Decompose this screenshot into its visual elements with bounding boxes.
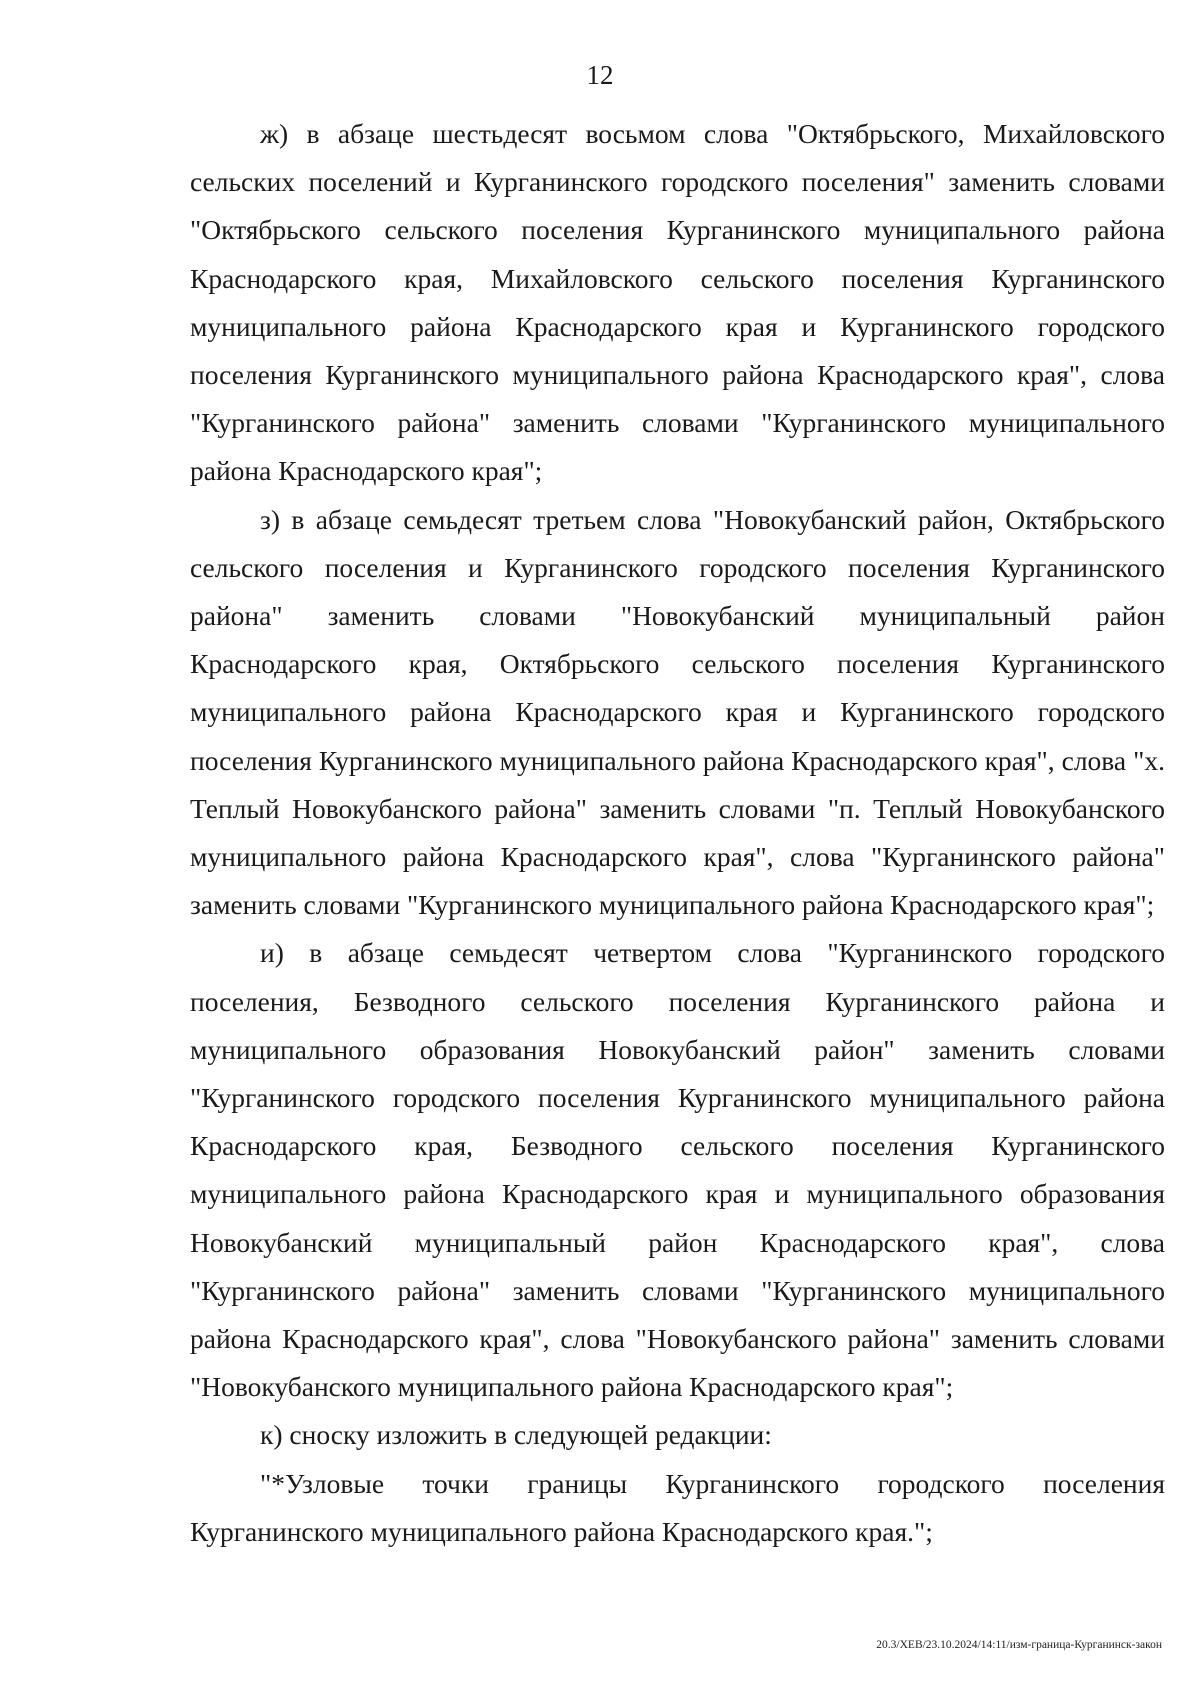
document-body [190,110,1165,1556]
page-number: 12 [586,60,614,90]
paragraph-k: к) сноску изложить в следующей редакции: [260,1419,772,1451]
paragraph-z: з) в абзаце семьдесят третьем слова "Новокубанский район, Октябрьского сельского поселения и Курганинского городского поселения Курганинского района" заменить словами "Новокубанский муниципальный район Краснодарского края, Октябрьского сельского поселения Курганинского муниципального района Краснодарского края и Курганинского городского поселения Курганинского муниципального района Краснодарского края", слова "х. Теплый Новокубанского района" заменить словами "п. Теплый Новокубанского муниципального района Краснодарского края", слова "Курганинского района" заменить словами "Курганинского муниципального района Краснодарского края"; [190,503,1165,921]
paragraph-zh: ж) в абзаце шестьдесят восьмом слова "Октябрьского, Михайловского сельских поселений и Курганинского городского поселения" заменить словами "Октябрьского сельского поселения Курганинского муниципального района Краснодарского края, Михайловского сельского поселения Курганинского муниципального района Краснодарского края и Курганинского городского поселения Курганинского муниципального района Краснодарского края", слова "Курганинского района" заменить словами "Курганинского муниципального района Краснодарского края"; [190,118,1165,487]
footnote-text: "*Узловые точки границы Курганинского городского поселения Курганинского муниципального района Краснодарского края."; [190,1467,1165,1547]
paragraph-i: и) в абзаце семьдесят четвертом слова "Курганинского городского поселения, Безводного сельского поселения Курганинского района и муниципального образования Новокубанский район" заменить словами "Курганинского городского поселения Курганинского муниципального района Краснодарского края, Безводного сельского поселения Курганинского муниципального района Краснодарского края и муниципального образования Новокубанский муниципальный район Краснодарского края", слова "Курганинского района" заменить словами "Курганинского муниципального района Краснодарского края", слова "Новокубанского района" заменить словами "Новокубанского муниципального района Краснодарского края"; [190,937,1165,1403]
document-footer-code: 20.3/ХЕВ/23.10.2024/14:11/изм-граница-Курганинск-закон [876,1639,1162,1651]
